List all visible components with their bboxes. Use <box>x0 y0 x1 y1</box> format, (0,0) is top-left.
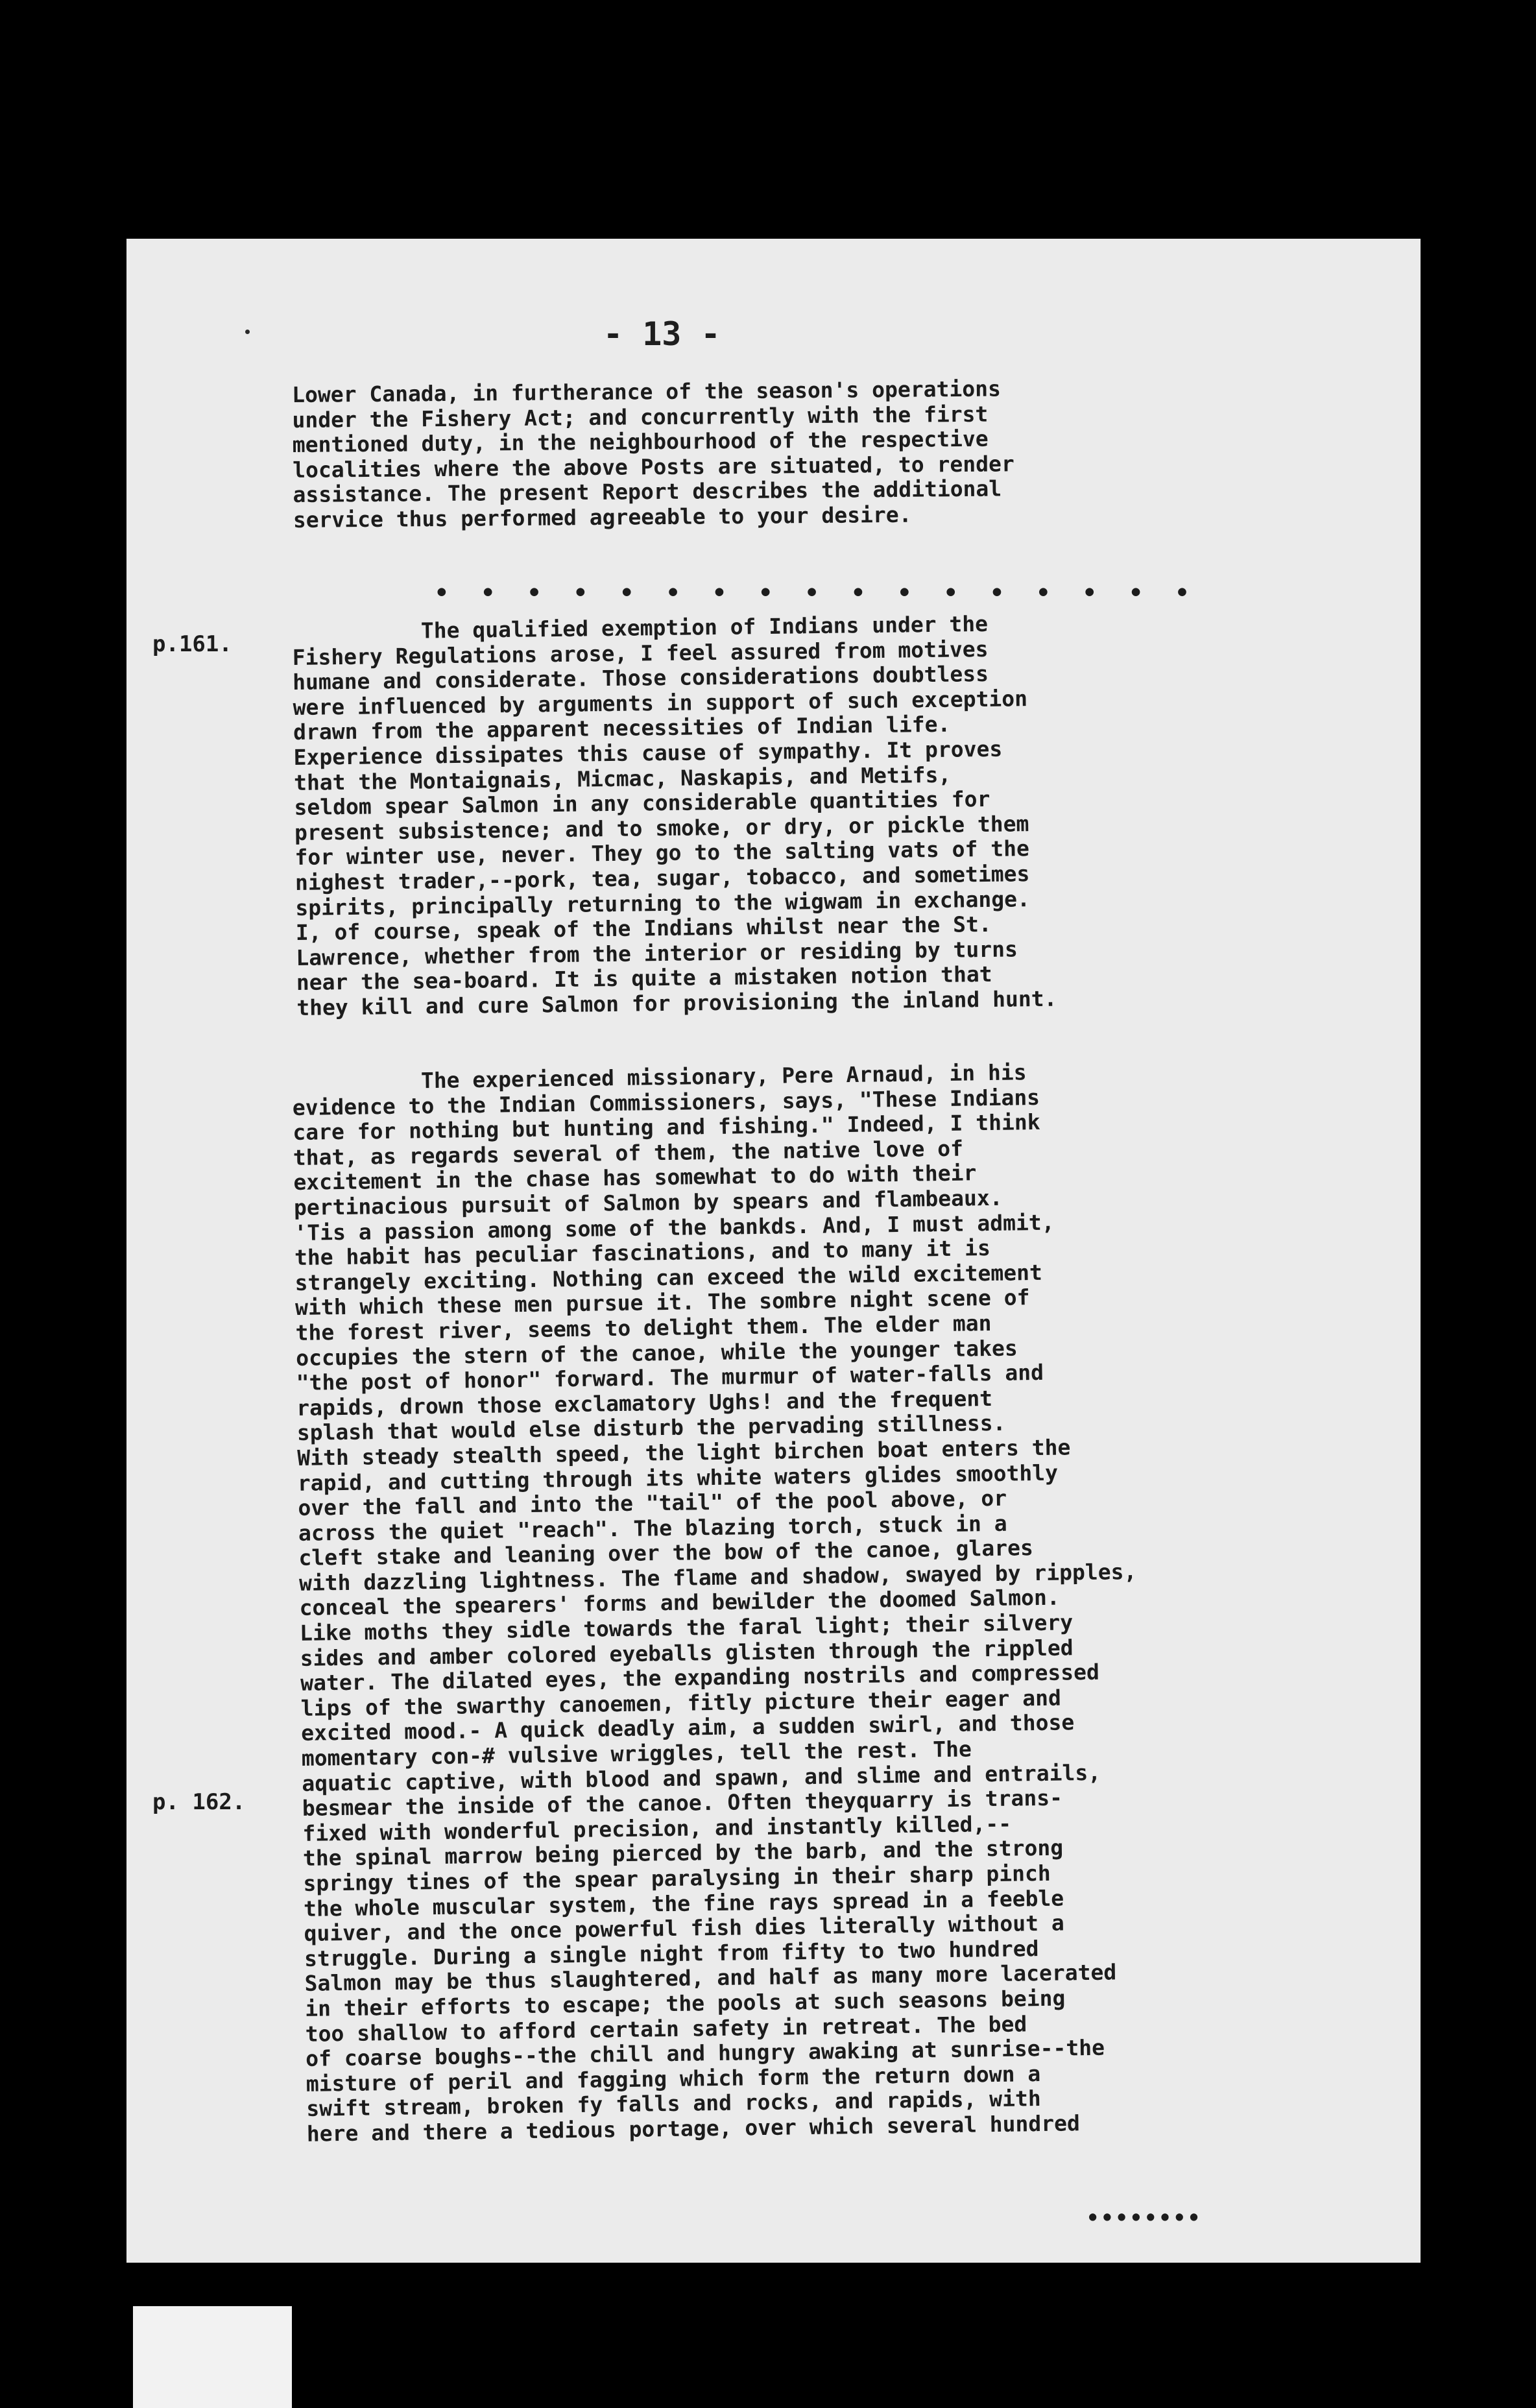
margin-note-p161: p.161. <box>152 631 232 657</box>
continuation-dots: •••••••• <box>1086 2206 1203 2230</box>
page-number: - 13 - <box>603 315 721 353</box>
document-page <box>126 239 1421 2263</box>
margin-note-p162: p. 162. <box>152 1789 246 1815</box>
ink-speck <box>245 330 250 334</box>
paragraph-2: The qualified exemption of Indians under the Fishery Regulations arose, I feel assured from motives humane and considerate. Those considerations doubtless were influenced by arguments in support of such exception drawn from the apparent necessities of Indian life. Experience dissipates this cause of sympathy. It proves that the Montaignais, Micmac, Naskapis, and Metifs, seldom spear Salmon in any considerable quantities for present subsistence; and to smoke, or dry, or pickle them for winter use, never. They go to the salting vats of the nighest trader,--pork, tea, sugar, tobacco, and sometimes spirits, principally returning to the wigwam in exchange. I, of course, speak of the Indians whilst near the St. Lawrence, whether from the interior or residing by turns near the sea-board. It is quite a mistaken notion that they kill and cure Salmon for provisioning the inland hunt. <box>291 610 1057 1020</box>
paragraph-3: The experienced missionary, Pere Arnaud, in his evidence to the Indian Commissioners, says, "These Indians care for nothing but hunting and fishing." Indeed, I think that, as regards several of them, the native love of excitement in the chase has somewhat to do with their pertinacious pursuit of Salmon by spears and flambeaux. 'Tis a passion among some of the bankds. And, I must admit, the habit has peculiar fascinations, and to many it is strangely exciting. Nothing can exceed the wild excitement with which these men pursue it. The sombre night scene of the forest river, seems to delight them. The elder man occupies the stern of the canoe, while the younger takes "the post of honor" forward. The murmur of water-falls and rapids, drown those exclamatory Ughs! and the frequent splash that would else disturb the pervading stillness. With steady stealth speed, the light birchen boat enters the rapid, and cutting through its white waters glides smoothly over the fall and into the "tail" of the pool above, or across the quiet "reach". The blazing torch, stuck in a cleft stake and leaning over the bow of the canoe, glares with dazzling lightness. The flame and shadow, swayed by ripples, conceal the spearers' forms and bewilder the doomed Salmon. Like moths they sidle towards the faral light; their silvery sides and amber colored eyeballs glisten through the rippled water. The dilated eyes, the expanding nostrils and compressed lips of the swarthy canoemen, fitly picture their eager and excited mood.- A quick deadly aim, a sudden swirl, and those momentary con-# vulsive wriggles, tell the rest. The aquatic captive, with blood and spawn, and slime and entrails, besmear the inside of the canoe. Often theyquarry is trans- fixed with wonderful precision, and instantly killed,-- the spinal marrow being pierced by the barb, and the strong springy tines of the spear paralysing in their sharp pinch the whole muscular system, the fine rays spread in a feeble quiver, and the once powerful fish dies literally without a struggle. During a single night from fifty to two hundred Salmon may be thus slaughtered, and half as many more lacerated in their efforts to escape; the pools at such seasons being too shallow to afford certain safety in retreat. The bed of coarse boughs--the chill and hungry awaking at sunrise--the misture of peril and fagging which form the return down a swift stream, broken fy falls and rocks, and rapids, with here and there a tedious portage, over which several hundred <box>291 1059 1137 2147</box>
section-separator: • • • • • • • • • • • • • • • • • <box>435 580 1199 607</box>
paragraph-1: Lower Canada, in furtherance of the season's operations under the Fishery Act; and concurrently with the first mentioned duty, in the neighbourhood of the respective localities where the above Posts are situated, to render assistance. The present Report describes the additional service thus performed agreeable to your desire. <box>291 376 1014 533</box>
scanner-target-tab <box>133 2306 292 2408</box>
